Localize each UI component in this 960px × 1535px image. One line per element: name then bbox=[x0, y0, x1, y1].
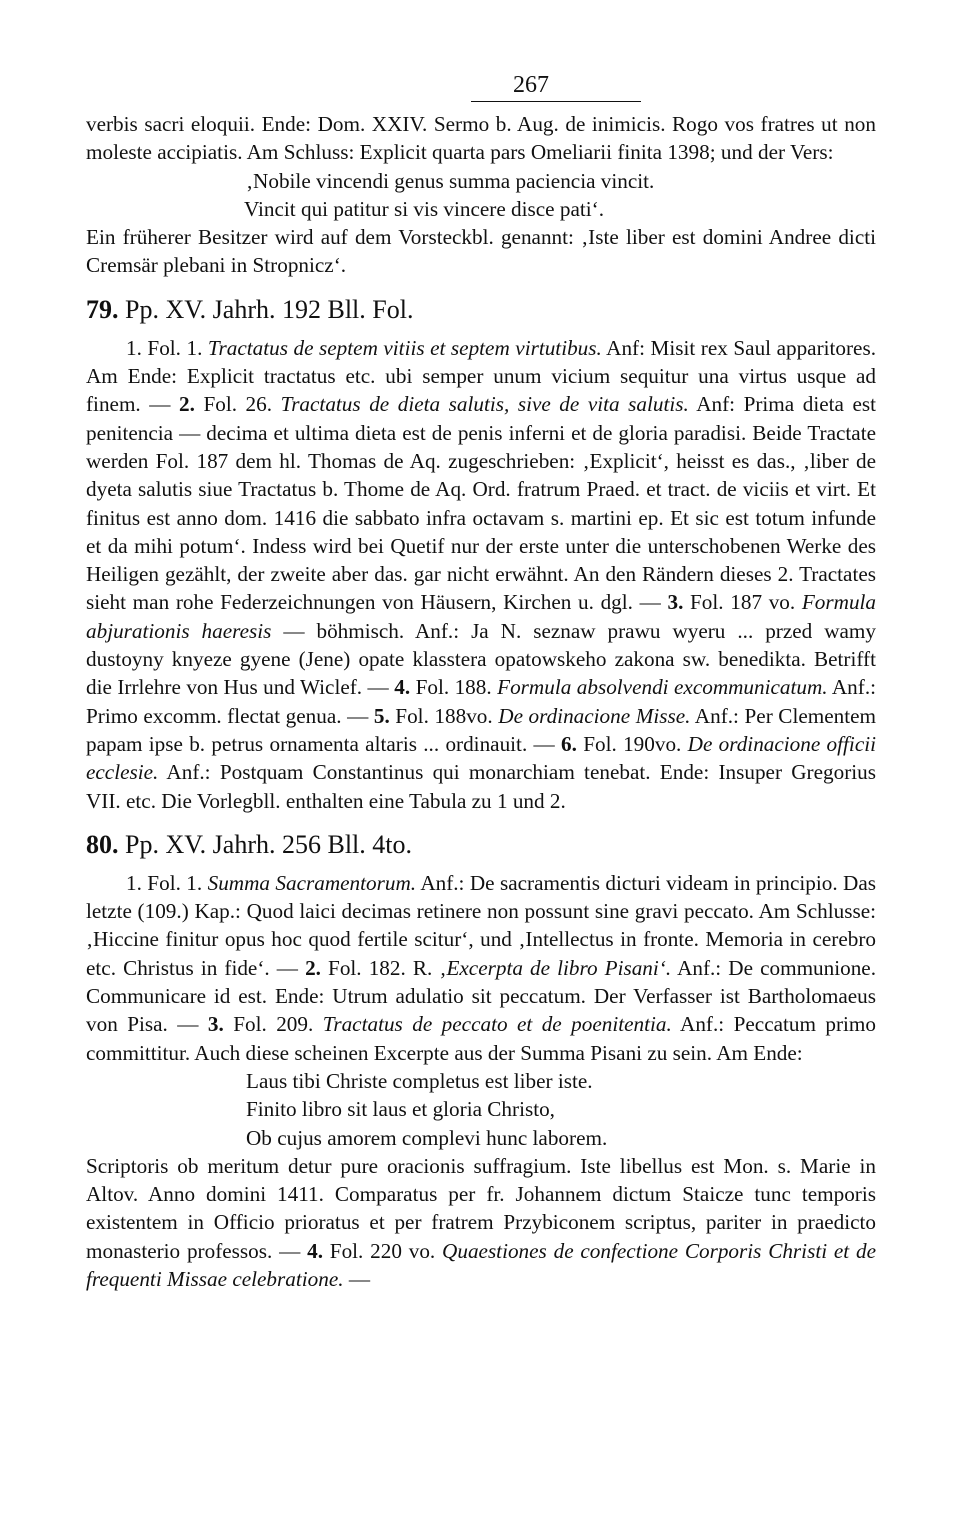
entry-number: 79. bbox=[86, 294, 119, 324]
intro-paragraph: verbis sacri eloquii. Ende: Dom. XXIV. Sermo b. Aug. de inimicis. Rogo vos fratres ut non moleste accipiatis. Am Schluss: Explicit quarta pars Omeliarii finita 1398; und der Vers: bbox=[86, 112, 876, 165]
section-number: 4. bbox=[307, 1238, 323, 1263]
verse-line: Finito libro sit laus et gloria Christo, bbox=[246, 1097, 555, 1122]
section-text: Anf.: Postquam Constantinus qui monarchiam tenebat. Ende: Insuper Gregorius VII. etc. Die Vorlegbll. enthalten eine Tabula zu 1 und 2. bbox=[86, 760, 876, 813]
section-title: Formula absolvendi excommunicatum. bbox=[497, 675, 828, 700]
section-title: Formula abjurationis haeresis bbox=[86, 590, 877, 643]
owner-note: Ein früherer Besitzer wird auf dem Vorsteckbl. genannt: ‚Iste liber est domini Andree dicti Cremsär plebani in Stropnicz‘. bbox=[86, 225, 876, 278]
section-text: Anf: Prima dieta est penitencia — decima et ultima dieta est de penis inferni et de gloria paradisi. Beide Tractate werden Fol. 187 dem hl. Thomas de Aq. zugeschrieben: ‚Explicit‘, heisst es das., ‚liber de dyeta salutis siue Tractatus b. Thome de Aq. Ord. fratrum Praed. et tract. de viciis et virt. Et finitus est anno dom. 1416 die sabbato infra octavam s. martini ep. Et sic est totum infunde et da mihi potum‘. Indess wird bei Quetif nur der erste unter die unterschobenen Werke des Heiligen gezählt, der zweite aber das. gar nicht erwähnt. An den Rändern dieses 2. Tractates sieht man rohe Federzeichnungen von Häusern, Kirchen u. dgl. — bbox=[86, 392, 876, 615]
entry-description: Pp. XV. Jahrh. 256 Bll. 4to. bbox=[125, 829, 412, 859]
section-ref: Fol. 182. R. bbox=[320, 955, 440, 980]
section-text: Anf.: Primo excomm. flectat genua. — bbox=[86, 675, 877, 728]
section-ref: Fol. 26. bbox=[194, 392, 281, 417]
verse-line: Ob cujus amorem complevi hunc laborem. bbox=[246, 1125, 608, 1150]
section-ref: Fol. 220 vo. bbox=[322, 1238, 443, 1263]
section-number: 3. bbox=[207, 1012, 224, 1037]
section-ref: Fol. 187 vo. bbox=[683, 590, 802, 615]
entry-description: Pp. XV. Jahrh. 192 Bll. Fol. bbox=[125, 294, 414, 324]
section-number: 2. bbox=[305, 955, 321, 980]
entry-80-body bbox=[86, 869, 876, 1067]
section-text: — böhmisch. Anf.: Ja N. seznaw prawu wyeru ... przed wamy dustoyny knyeze gyene (Jene) opate klasstera opatowskeho zakona sw. benedikta. Betrifft die Irrlehre von Hus und Wiclef. — bbox=[86, 618, 876, 700]
section-text: — bbox=[343, 1266, 371, 1291]
section-ref: Fol. 188. bbox=[410, 675, 498, 700]
section-title: Tractatus de dieta salutis, sive de vita salutis. bbox=[280, 392, 689, 417]
section-text: Scriptoris ob meritum detur pure oracionis suffragium. Iste libellus est Mon. s. Marie in Altov. Anno domini 1411. Comparatus per fr. Johannem dictum Staicze tunc temporis existentem in Officio prioratus et per fratrem Przybiconem scriptus, pariter in praedicto monasterio professos. — bbox=[86, 1153, 876, 1263]
section-ref: Fol. 209. bbox=[223, 1012, 323, 1037]
scribe-note bbox=[86, 1152, 876, 1293]
section-title: Tractatus de septem vitiis et septem virtutibus. bbox=[207, 335, 602, 360]
section-title: De ordinacione Misse. bbox=[498, 703, 691, 728]
section-title: De ordinacione officii ecclesie. bbox=[86, 731, 876, 785]
section-number: 5. bbox=[373, 703, 390, 728]
section-text: Anf.: Peccatum primo committitur. Auch diese scheinen Excerpte aus der Summa Pisani zu sein. Am Ende: bbox=[86, 1012, 877, 1065]
section-text: Anf.: De communione. Communicare id est. Ende: Utrum adulatio sit peccatum. Der Verfasser ist Bartholomaeus von Pisa. — bbox=[86, 955, 877, 1037]
section-title: ‚Excerpta de libro Pisani‘. bbox=[439, 955, 672, 980]
section-text: Anf.: Per Clementem papam ipse b. petrus ornamenta altaris ... ordinauit. — bbox=[86, 703, 876, 756]
section-number: 3. bbox=[667, 590, 684, 615]
document-page bbox=[86, 70, 876, 1293]
page-number bbox=[381, 70, 581, 100]
verse-line: ‚Nobile vincendi genus summa paciencia vincit. bbox=[246, 168, 655, 193]
section-title: Tractatus de peccato et de poenitentia. bbox=[322, 1012, 672, 1037]
section-number: 6. bbox=[561, 731, 577, 756]
verse-line: Laus tibi Christe completus est liber iste. bbox=[246, 1068, 593, 1093]
section-text: Anf.: De sacramentis dicturi videam in principio. Das letzte (109.) Kap.: Quod laici decimas retinere non possunt sine gravi peccato. Am Schlusse: ‚Hiccine finitur opus hoc quod fertile scitur‘, und ‚Intellectus in fronte. Memoria in cerebro etc. Christus in fide‘. — bbox=[86, 870, 876, 980]
entry-80-heading bbox=[86, 825, 876, 865]
section-ref: Fol. 188vo. bbox=[389, 703, 499, 728]
section-number: 4. bbox=[394, 675, 411, 700]
section-title: Summa Sacramentorum. bbox=[207, 870, 417, 895]
verse-line: Vincit qui patitur si vis vincere disce pati‘. bbox=[244, 196, 605, 221]
entry-number: 80. bbox=[86, 829, 119, 859]
section-ref: 1. Fol. 1. bbox=[126, 870, 208, 895]
section-ref: Fol. 190vo. bbox=[576, 731, 688, 756]
section-number: 2. bbox=[179, 392, 195, 417]
entry-79-body bbox=[86, 334, 876, 815]
section-text: Anf: Misit rex Saul apparitores. Am Ende: Explicit tractatus etc. ubi semper unum vicium sequitur una virtus usque ad finem. — bbox=[86, 335, 876, 417]
page-number-text: 267 bbox=[513, 72, 549, 98]
section-ref: 1. Fol. 1. bbox=[126, 335, 208, 360]
section-title: Quaestiones de confectione Corporis Christi et de frequenti Missae celebratione. bbox=[86, 1238, 876, 1291]
entry-79-heading bbox=[86, 290, 876, 330]
page-number-rule bbox=[471, 101, 641, 102]
